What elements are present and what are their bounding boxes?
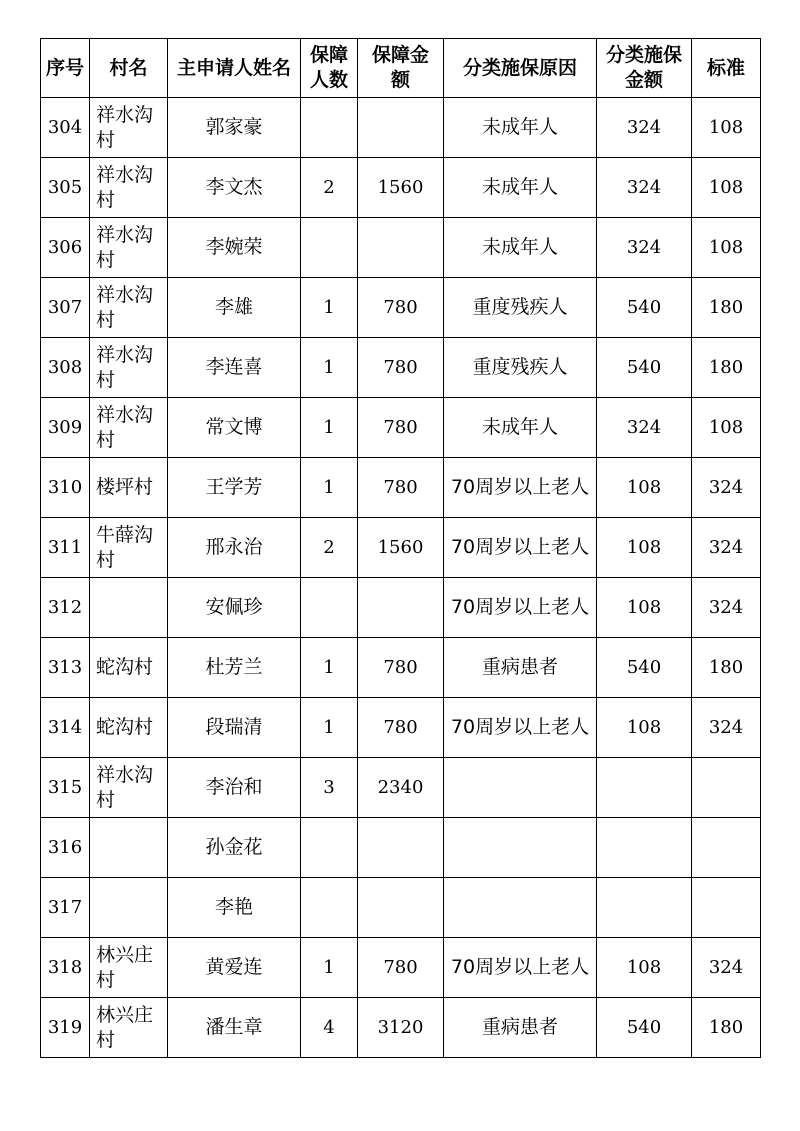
cell-standard: 108 bbox=[692, 398, 761, 458]
cell-amount: 3120 bbox=[358, 998, 444, 1058]
cell-reason: 未成年人 bbox=[444, 218, 597, 278]
table-row bbox=[41, 758, 761, 818]
cell-people: 2 bbox=[301, 518, 358, 578]
cell-applicant: 李婉荣 bbox=[168, 218, 301, 278]
cell-index: 314 bbox=[41, 698, 90, 758]
cell-applicant: 安佩珍 bbox=[168, 578, 301, 638]
cell-standard: 324 bbox=[692, 698, 761, 758]
cell-village: 蛇沟村 bbox=[90, 638, 168, 698]
cell-applicant: 李艳 bbox=[168, 878, 301, 938]
cell-class-amount: 108 bbox=[597, 698, 692, 758]
cell-standard bbox=[692, 818, 761, 878]
header-village: 村名 bbox=[90, 39, 168, 98]
cell-index: 305 bbox=[41, 158, 90, 218]
cell-applicant: 孙金花 bbox=[168, 818, 301, 878]
cell-people bbox=[301, 98, 358, 158]
cell-reason: 重度残疾人 bbox=[444, 338, 597, 398]
cell-index: 310 bbox=[41, 458, 90, 518]
cell-standard: 180 bbox=[692, 638, 761, 698]
cell-index: 315 bbox=[41, 758, 90, 818]
table-row bbox=[41, 638, 761, 698]
header-class-amount: 分类施保金额 bbox=[597, 39, 692, 98]
cell-applicant: 李雄 bbox=[168, 278, 301, 338]
cell-class-amount bbox=[597, 878, 692, 938]
cell-index: 317 bbox=[41, 878, 90, 938]
cell-class-amount bbox=[597, 818, 692, 878]
cell-index: 316 bbox=[41, 818, 90, 878]
cell-standard bbox=[692, 758, 761, 818]
cell-amount: 780 bbox=[358, 698, 444, 758]
cell-amount: 2340 bbox=[358, 758, 444, 818]
cell-standard: 324 bbox=[692, 938, 761, 998]
table-row bbox=[41, 938, 761, 998]
cell-class-amount bbox=[597, 758, 692, 818]
cell-index: 309 bbox=[41, 398, 90, 458]
header-people: 保障人数 bbox=[301, 39, 358, 98]
cell-applicant: 邢永治 bbox=[168, 518, 301, 578]
table-row bbox=[41, 698, 761, 758]
cell-village: 祥水沟村 bbox=[90, 278, 168, 338]
cell-people: 1 bbox=[301, 278, 358, 338]
cell-reason: 重病患者 bbox=[444, 638, 597, 698]
table-row bbox=[41, 518, 761, 578]
cell-reason bbox=[444, 758, 597, 818]
cell-village bbox=[90, 818, 168, 878]
cell-amount: 780 bbox=[358, 938, 444, 998]
cell-applicant: 李连喜 bbox=[168, 338, 301, 398]
cell-applicant: 段瑞清 bbox=[168, 698, 301, 758]
cell-class-amount: 108 bbox=[597, 578, 692, 638]
cell-amount: 780 bbox=[358, 278, 444, 338]
cell-reason: 重病患者 bbox=[444, 998, 597, 1058]
header-amount: 保障金额 bbox=[358, 39, 444, 98]
table-row bbox=[41, 398, 761, 458]
cell-class-amount: 324 bbox=[597, 398, 692, 458]
cell-standard: 180 bbox=[692, 338, 761, 398]
cell-amount bbox=[358, 218, 444, 278]
cell-index: 311 bbox=[41, 518, 90, 578]
cell-people bbox=[301, 878, 358, 938]
cell-reason bbox=[444, 818, 597, 878]
cell-people: 2 bbox=[301, 158, 358, 218]
table-body bbox=[41, 98, 761, 1058]
cell-people bbox=[301, 218, 358, 278]
cell-reason bbox=[444, 878, 597, 938]
cell-people: 1 bbox=[301, 698, 358, 758]
cell-village: 牛薛沟村 bbox=[90, 518, 168, 578]
cell-village: 蛇沟村 bbox=[90, 698, 168, 758]
cell-standard: 108 bbox=[692, 158, 761, 218]
cell-index: 304 bbox=[41, 98, 90, 158]
table-row bbox=[41, 158, 761, 218]
cell-index: 308 bbox=[41, 338, 90, 398]
table-row bbox=[41, 578, 761, 638]
cell-class-amount: 540 bbox=[597, 338, 692, 398]
cell-reason: 70周岁以上老人 bbox=[444, 518, 597, 578]
cell-amount bbox=[358, 98, 444, 158]
cell-reason: 70周岁以上老人 bbox=[444, 698, 597, 758]
cell-class-amount: 540 bbox=[597, 638, 692, 698]
table-row bbox=[41, 878, 761, 938]
cell-amount: 780 bbox=[358, 458, 444, 518]
cell-village bbox=[90, 578, 168, 638]
cell-standard: 324 bbox=[692, 518, 761, 578]
cell-reason: 未成年人 bbox=[444, 398, 597, 458]
table-row bbox=[41, 998, 761, 1058]
cell-amount: 780 bbox=[358, 398, 444, 458]
cell-people: 1 bbox=[301, 938, 358, 998]
cell-people bbox=[301, 818, 358, 878]
header-index: 序号 bbox=[41, 39, 90, 98]
cell-index: 306 bbox=[41, 218, 90, 278]
cell-index: 312 bbox=[41, 578, 90, 638]
table-row bbox=[41, 98, 761, 158]
cell-index: 318 bbox=[41, 938, 90, 998]
cell-index: 307 bbox=[41, 278, 90, 338]
cell-class-amount: 108 bbox=[597, 518, 692, 578]
cell-village: 祥水沟村 bbox=[90, 338, 168, 398]
cell-village bbox=[90, 878, 168, 938]
table-row bbox=[41, 818, 761, 878]
cell-applicant: 潘生章 bbox=[168, 998, 301, 1058]
table-row bbox=[41, 218, 761, 278]
cell-amount bbox=[358, 578, 444, 638]
cell-village: 林兴庄村 bbox=[90, 998, 168, 1058]
cell-applicant: 李文杰 bbox=[168, 158, 301, 218]
cell-amount: 1560 bbox=[358, 518, 444, 578]
header-applicant: 主申请人姓名 bbox=[168, 39, 301, 98]
cell-class-amount: 540 bbox=[597, 278, 692, 338]
cell-class-amount: 324 bbox=[597, 218, 692, 278]
cell-standard: 180 bbox=[692, 278, 761, 338]
relief-roster-table bbox=[40, 38, 761, 1058]
cell-reason: 重度残疾人 bbox=[444, 278, 597, 338]
cell-standard bbox=[692, 878, 761, 938]
cell-class-amount: 108 bbox=[597, 938, 692, 998]
header-standard: 标准 bbox=[692, 39, 761, 98]
cell-applicant: 杜芳兰 bbox=[168, 638, 301, 698]
cell-reason: 70周岁以上老人 bbox=[444, 938, 597, 998]
cell-reason: 未成年人 bbox=[444, 158, 597, 218]
cell-amount bbox=[358, 878, 444, 938]
cell-village: 祥水沟村 bbox=[90, 218, 168, 278]
cell-reason: 70周岁以上老人 bbox=[444, 458, 597, 518]
cell-applicant: 李治和 bbox=[168, 758, 301, 818]
table-row bbox=[41, 278, 761, 338]
cell-amount: 780 bbox=[358, 338, 444, 398]
cell-village: 祥水沟村 bbox=[90, 398, 168, 458]
cell-index: 313 bbox=[41, 638, 90, 698]
cell-standard: 324 bbox=[692, 578, 761, 638]
cell-people: 3 bbox=[301, 758, 358, 818]
cell-village: 祥水沟村 bbox=[90, 758, 168, 818]
table-row bbox=[41, 458, 761, 518]
cell-village: 楼坪村 bbox=[90, 458, 168, 518]
cell-class-amount: 540 bbox=[597, 998, 692, 1058]
header-reason: 分类施保原因 bbox=[444, 39, 597, 98]
cell-people bbox=[301, 578, 358, 638]
cell-reason: 未成年人 bbox=[444, 98, 597, 158]
cell-applicant: 郭家豪 bbox=[168, 98, 301, 158]
cell-amount: 780 bbox=[358, 638, 444, 698]
cell-applicant: 常文博 bbox=[168, 398, 301, 458]
cell-standard: 108 bbox=[692, 218, 761, 278]
cell-people: 1 bbox=[301, 398, 358, 458]
cell-people: 1 bbox=[301, 638, 358, 698]
table-row bbox=[41, 338, 761, 398]
cell-class-amount: 324 bbox=[597, 98, 692, 158]
cell-village: 林兴庄村 bbox=[90, 938, 168, 998]
cell-people: 1 bbox=[301, 458, 358, 518]
cell-standard: 180 bbox=[692, 998, 761, 1058]
header-row bbox=[41, 39, 761, 98]
cell-people: 4 bbox=[301, 998, 358, 1058]
cell-reason: 70周岁以上老人 bbox=[444, 578, 597, 638]
cell-village: 祥水沟村 bbox=[90, 158, 168, 218]
cell-standard: 108 bbox=[692, 98, 761, 158]
cell-amount: 1560 bbox=[358, 158, 444, 218]
cell-index: 319 bbox=[41, 998, 90, 1058]
cell-people: 1 bbox=[301, 338, 358, 398]
cell-standard: 324 bbox=[692, 458, 761, 518]
cell-class-amount: 324 bbox=[597, 158, 692, 218]
cell-class-amount: 108 bbox=[597, 458, 692, 518]
cell-amount bbox=[358, 818, 444, 878]
cell-village: 祥水沟村 bbox=[90, 98, 168, 158]
cell-applicant: 黄爱连 bbox=[168, 938, 301, 998]
cell-applicant: 王学芳 bbox=[168, 458, 301, 518]
